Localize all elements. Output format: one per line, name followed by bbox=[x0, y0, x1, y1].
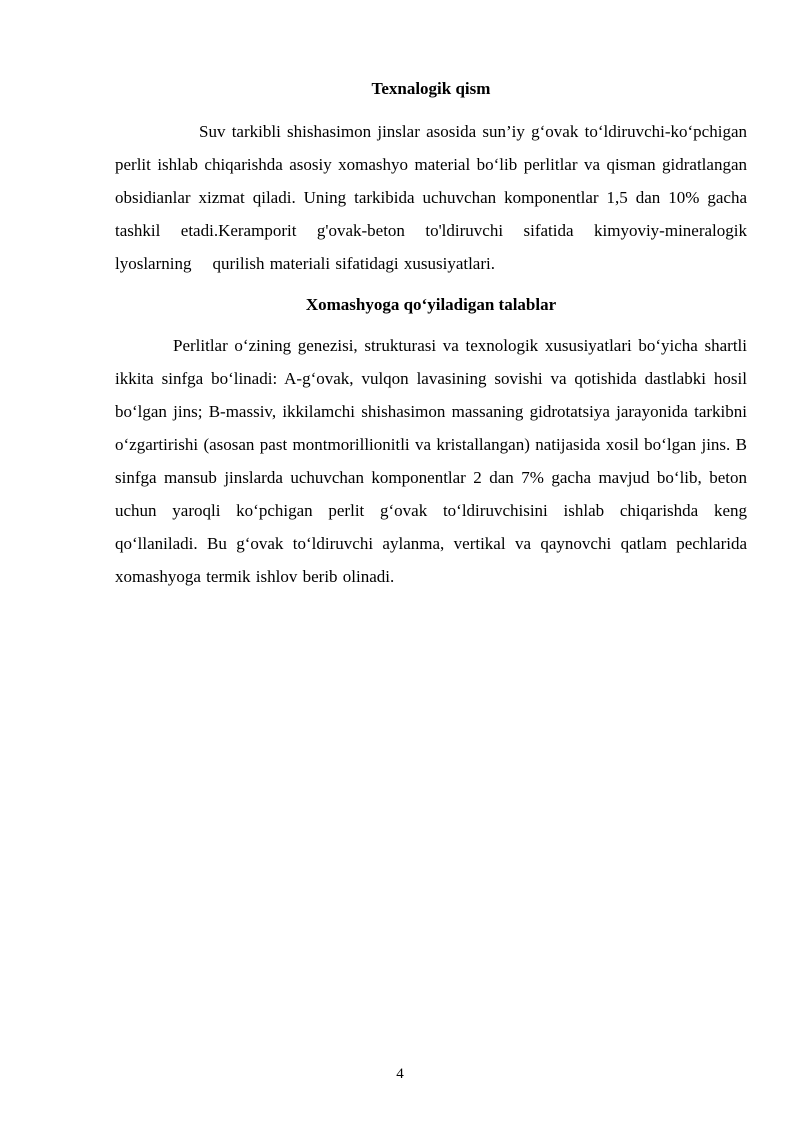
document-content bbox=[115, 72, 747, 593]
paragraph-perlit-classification: Perlitlar o‘zining genezisi, strukturasi va texnologik xususiyatlari bo‘yicha shartli ikkita sinfga bo‘linadi: A-g‘ovak, vulqon lavasining sovishi va qotishida dastlabki hosil bo‘lgan jins; B-massiv, ikkilamchi shishasimon massaning gidrotatsiya jarayonida tarkibni o‘zgartirishi (asosan past montmorillionitli va kristallangan) natijasida xosil bo‘lgan jins. B sinfga mansub jinslarda uchuvchan komponentlar 2 dan 7% gacha mavjud bo‘lib, beton uchun yaroqli ko‘pchigan perlit g‘ovak to‘ldiruvchisini ishlab chiqarishda keng qo‘llaniladi. Bu g‘ovak to‘ldiruvchi aylanma, vertikal va qaynovchi qatlam pechlarida xomashyoga termik ishlov berib olinadi. bbox=[115, 336, 747, 586]
section-heading-texnalogik-qism: Texnalogik qism bbox=[371, 79, 491, 98]
section-heading-xomashyoga-talablar: Xomashyoga qo‘yiladigan talablar bbox=[305, 295, 557, 314]
paragraph-raw-materials: Suv tarkibli shishasimon jinslar asosida sun’iy g‘ovak to‘ldiruvchi-ko‘pchigan perlit ishlab chiqarishda asosiy xomashyo material bo‘lib perlitlar va qisman gidratlangan obsidianlar xizmat qiladi. Uning tarkibida uchuvchan komponentlar 1,5 dan 10% gacha tashkil etadi.Keramporit g'ovak-beton to'ldiruvchi sifatida kimyoviy-mineralogik lyoslarning qurilish materiali sifatidagi xususiyatlari. bbox=[115, 122, 747, 273]
page-number: 4 bbox=[396, 1066, 404, 1082]
